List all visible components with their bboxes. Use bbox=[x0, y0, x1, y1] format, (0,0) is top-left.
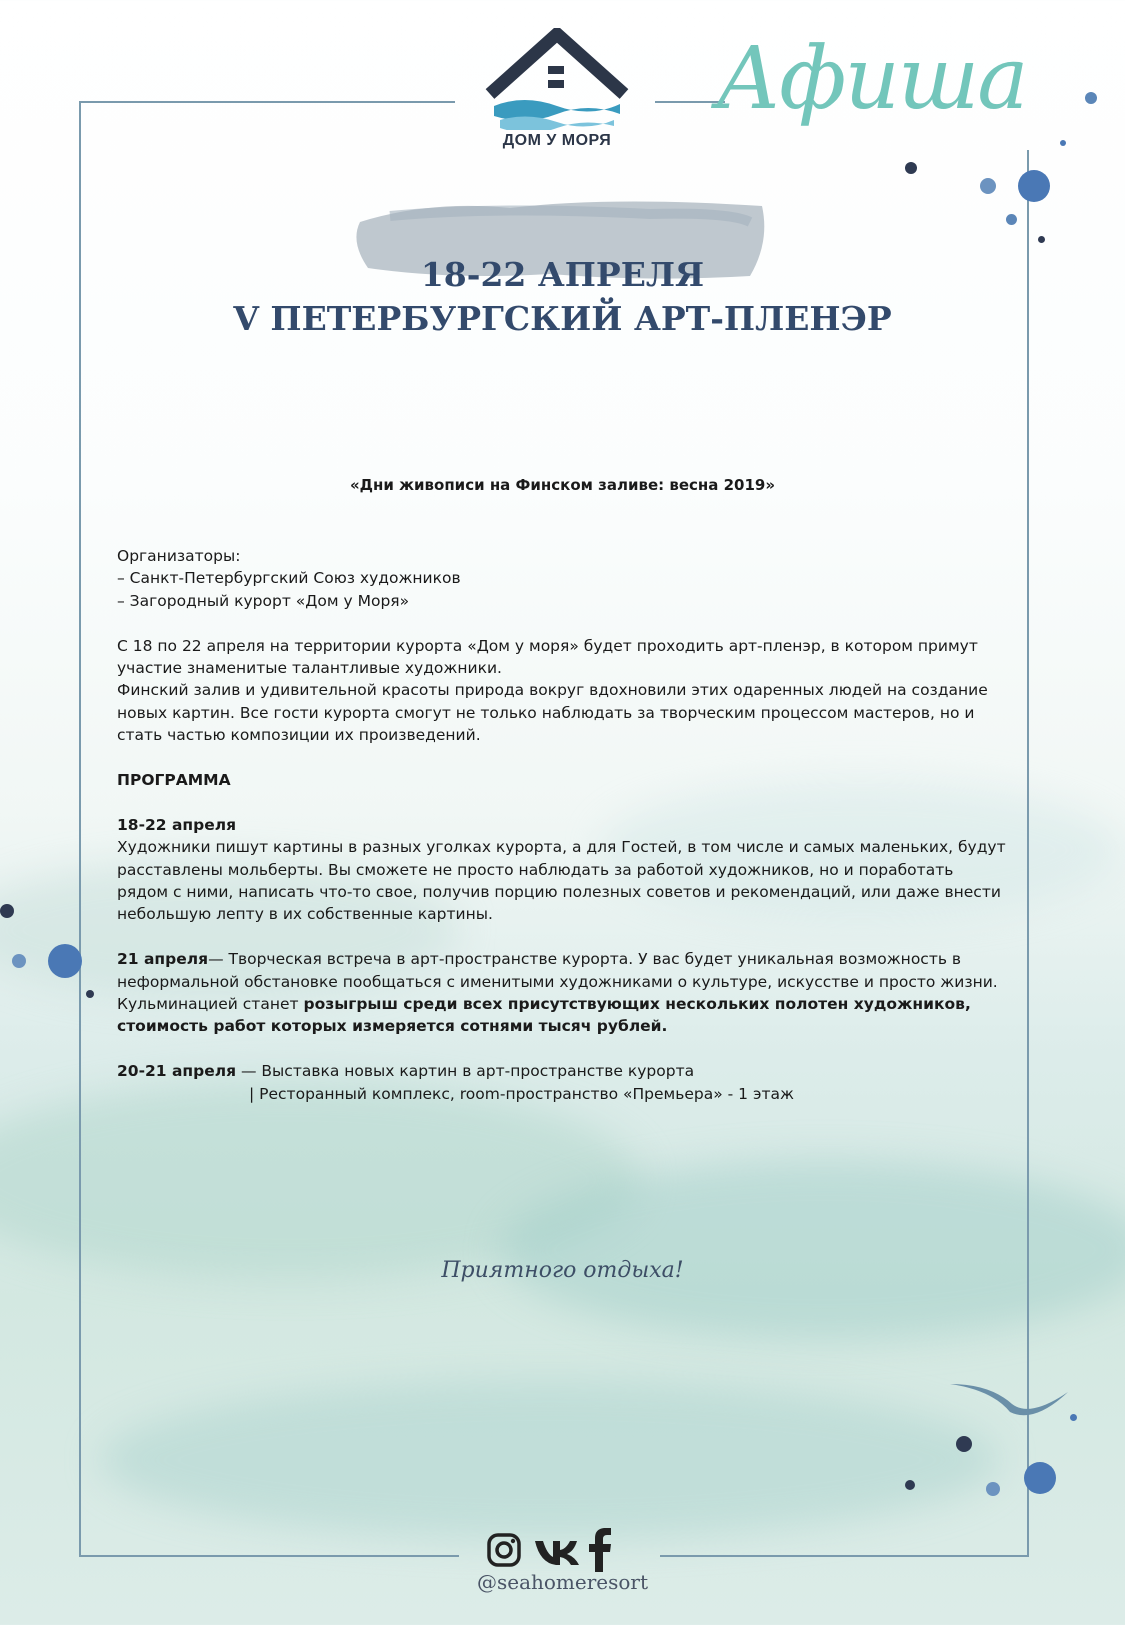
afisha-title: Афиша bbox=[716, 29, 1027, 129]
ink-splatter bbox=[905, 162, 917, 174]
program-item bbox=[117, 948, 1007, 1038]
program-date: 21 апреля bbox=[117, 950, 209, 969]
ink-splatter bbox=[1018, 170, 1050, 202]
facebook-icon[interactable] bbox=[588, 1528, 612, 1572]
ink-splatter bbox=[905, 1480, 915, 1490]
ink-splatter bbox=[1085, 92, 1097, 104]
instagram-icon[interactable] bbox=[486, 1532, 522, 1568]
ink-splatter bbox=[1024, 1462, 1056, 1494]
social-handle[interactable]: @seahomeresort bbox=[476, 1570, 649, 1594]
intro-paragraph: Финский залив и удивительной красоты природа вокруг вдохновили этих одаренных людей на создание новых картин. Все гости курорта смогут не только наблюдать за творческим процессом мастеров, но и стать частью композиции их произведений. bbox=[117, 681, 988, 745]
frame-top-right bbox=[655, 101, 725, 103]
event-description bbox=[117, 545, 1007, 1105]
event-subtitle: «Дни живописи на Финском заливе: весна 2019» bbox=[349, 476, 776, 494]
organizer-item: – Загородный курорт «Дом у Моря» bbox=[117, 591, 410, 610]
program-venue: | Ресторанный комплекс, room-пространство «Премьера» - 1 этаж bbox=[249, 1084, 794, 1103]
ink-splatter bbox=[12, 954, 26, 968]
ink-splatter bbox=[986, 1482, 1000, 1496]
event-date-title: 18-22 АПРЕЛЯ bbox=[420, 255, 705, 294]
organizers-heading: Организаторы: bbox=[117, 547, 241, 565]
frame-bottom-right bbox=[660, 1555, 1029, 1557]
vk-icon[interactable] bbox=[534, 1538, 580, 1566]
seagull-icon bbox=[950, 1378, 1075, 1428]
logo-text: ДОМ У МОРЯ bbox=[502, 132, 612, 149]
ink-splatter bbox=[1038, 236, 1045, 243]
ink-splatter bbox=[980, 178, 996, 194]
program-date: 18-22 апреля bbox=[117, 815, 237, 834]
watercolor-wash bbox=[500, 1160, 1125, 1340]
ink-splatter bbox=[48, 944, 82, 978]
program-date: 20-21 апреля bbox=[117, 1062, 237, 1081]
program-text: Выставка новых картин в арт-пространстве курорта bbox=[261, 1062, 695, 1081]
program-heading: ПРОГРАММА bbox=[117, 771, 231, 790]
program-text: Художники пишут картины в разных уголках курорта, а для Гостей, в том числе и самых маленьких, будут расставлены мольберты. Вы сможете не просто наблюдать за работой художников, но и поработать рядом с ними, написать что-то свое, получив порцию полезных советов и рекомендаций, или даже внести небольшую лепту в их собственные картины. bbox=[117, 838, 1006, 924]
frame-top-left bbox=[79, 101, 455, 103]
program-dash: — bbox=[236, 1062, 262, 1081]
organizer-item: – Санкт-Петербургский Союз художников bbox=[117, 569, 461, 588]
intro-paragraph: С 18 по 22 апреля на территории курорта «Дом у моря» будет проходить арт-пленэр, в котором примут участие знаменитые талантливые художники. bbox=[117, 636, 978, 678]
house-logo-icon bbox=[484, 28, 630, 130]
program-item bbox=[117, 1060, 1007, 1082]
program-dash: — bbox=[208, 950, 229, 969]
ink-splatter bbox=[1060, 140, 1066, 146]
logo bbox=[484, 28, 630, 156]
social-links bbox=[486, 1528, 626, 1572]
ink-splatter bbox=[956, 1436, 972, 1452]
watercolor-wash bbox=[100, 1380, 1000, 1540]
event-name-title: V ПЕТЕРБУРГСКИЙ АРТ-ПЛЕНЭР bbox=[233, 299, 892, 338]
closing-message: Приятного отдыха! bbox=[441, 1258, 684, 1283]
frame-bottom-left bbox=[79, 1555, 459, 1557]
ink-splatter bbox=[86, 990, 94, 998]
ink-splatter bbox=[1006, 214, 1017, 225]
frame-right bbox=[1027, 150, 1029, 1556]
program-highlight: розыгрыш среди всех присутствующих нескольких полотен художников, стоимость работ которых измеряется сотнями тысяч рублей. bbox=[117, 995, 971, 1036]
ink-splatter bbox=[0, 904, 14, 918]
program-text: Творческая встреча в арт-пространстве курорта. У вас будет уникальная возможность в неформальной обстановке пообщаться с именитыми художниками о культуре, искусстве и просто жизни. Кульминацией станет bbox=[117, 950, 998, 1014]
